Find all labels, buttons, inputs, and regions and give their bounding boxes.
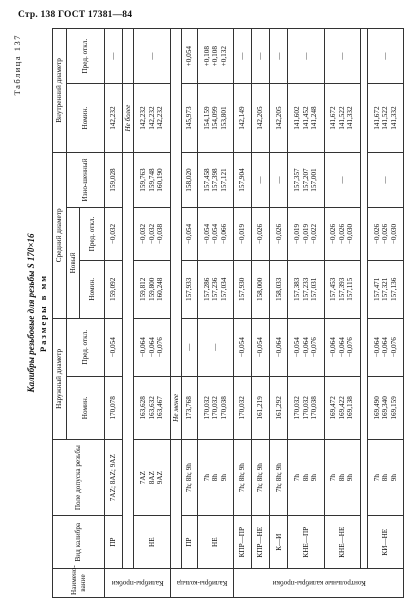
- header-wear: Изно-шенный: [66, 152, 104, 207]
- cell-wear: —: [270, 152, 288, 207]
- cell-inner-nom: 142,232 142,232 142,232: [134, 84, 170, 152]
- cell-outer-nom: 161,219: [252, 376, 270, 439]
- cell-field: 7h 8h 9h: [324, 439, 360, 515]
- cell-field: 7h; 8h; 9h: [182, 439, 198, 515]
- cell-type: КИ—НЕ: [367, 516, 403, 569]
- page-header: Стр. 138 ГОСТ 17381—84: [18, 10, 133, 20]
- cell-outer-dev: −0,064: [270, 318, 288, 376]
- spacer-cell: [170, 439, 181, 568]
- cell-middle-dev: −0,026 −0,026 −0,030: [367, 208, 403, 261]
- header-type: Вид калибра: [53, 516, 105, 569]
- cell-outer-dev: −0,054: [105, 318, 123, 376]
- cell-wear: —: [252, 152, 270, 207]
- cell-inner-nom: 141,602 141,452 141,248: [288, 84, 324, 152]
- limit-note: Не более: [123, 84, 134, 152]
- table-number: Таблица 137: [12, 34, 22, 96]
- cell-middle-nom: 159,092: [105, 260, 123, 318]
- cell-outer-nom: 173,768: [182, 376, 198, 439]
- cell-type: КПР—ПР: [234, 516, 252, 569]
- header-inner-dev: Пред. откл.: [66, 29, 104, 84]
- cell-type: ПР: [182, 516, 198, 569]
- cell-outer-nom: 170,032 170,032 170,038: [197, 376, 233, 439]
- header-middle-dev: Пред. откл.: [80, 208, 105, 261]
- cell-wear: 158,020: [182, 152, 198, 207]
- rotated-table-area: [12, 28, 407, 598]
- header-outer-dev: Пред. откл.: [66, 318, 104, 376]
- units-caption: Размеры в мм: [38, 273, 48, 353]
- cell-wear: 159,028: [105, 152, 123, 207]
- cell-outer-dev: −0,054 −0,064 −0,076: [288, 318, 324, 376]
- cell-inner-nom: 142,232: [105, 84, 123, 152]
- spacer-cell: [123, 29, 134, 84]
- cell-inner-dev: —: [234, 29, 252, 84]
- cell-middle-dev: −0,054: [182, 208, 198, 261]
- cell-field: 7h; 8h; 9h: [234, 439, 252, 515]
- cell-middle-dev: −0,054 −0,054 −0,066: [197, 208, 233, 261]
- cell-middle-dev: −0,019: [234, 208, 252, 261]
- cell-inner-dev: +0,108 +0,108 +0,132: [197, 29, 233, 84]
- cell-outer-dev: −0,054: [252, 318, 270, 376]
- cell-middle-dev: −0,026: [252, 208, 270, 261]
- cell-outer-dev: −0,064 −0,064 −0,076: [324, 318, 360, 376]
- cell-type: КНЕ—ПР: [288, 516, 324, 569]
- cell-type: К—И: [270, 516, 288, 569]
- cell-inner-dev: —: [134, 29, 170, 84]
- spacer-cell: [360, 29, 367, 569]
- cell-outer-dev: −0,064 −0,064 −0,076: [367, 318, 403, 376]
- cell-outer-dev: —: [197, 318, 233, 376]
- header-field: Поле допуска резьбы: [53, 439, 105, 515]
- cell-inner-dev: +0,054: [182, 29, 198, 84]
- cell-inner-nom: 142,205: [252, 84, 270, 152]
- cell-wear: —: [367, 152, 403, 207]
- spacer-cell: [123, 152, 134, 568]
- header-outer: Наружный диаметр: [53, 318, 67, 439]
- cell-middle-nom: 157,930: [234, 260, 252, 318]
- cell-middle-nom: 158,033: [270, 260, 288, 318]
- cell-outer-nom: 163,628 163,632 163,467: [134, 376, 170, 439]
- cell-inner-nom: 145,973: [182, 84, 198, 152]
- cell-inner-dev: —: [105, 29, 123, 84]
- cell-field: 7h 8h 9h: [367, 439, 403, 515]
- cell-outer-nom: 170,078: [105, 376, 123, 439]
- cell-inner-nom: 142,205: [270, 84, 288, 152]
- spacer-cell: [170, 29, 181, 377]
- limit-note: Не менее: [170, 376, 181, 439]
- cell-middle-dev: −0,019 −0,019 −0,022: [288, 208, 324, 261]
- header-inner-nom: Номин.: [66, 84, 104, 152]
- cell-middle-dev: −0,032 −0,032 −0,038: [134, 208, 170, 261]
- header-outer-nom: Номин.: [66, 376, 104, 439]
- cell-field: 7h; 8h; 9h: [252, 439, 270, 515]
- header-group: Наимено-вание: [53, 569, 105, 598]
- cell-field: 7AZ 8AZ 9AZ: [134, 439, 170, 515]
- cell-outer-dev: −0,054: [234, 318, 252, 376]
- cell-type: ПР: [105, 516, 123, 569]
- cell-type: НЕ: [197, 516, 233, 569]
- cell-outer-dev: —: [182, 318, 198, 376]
- cell-middle-dev: −0,026: [270, 208, 288, 261]
- cell-inner-dev: —: [324, 29, 360, 84]
- cell-field: 7h 8h 9h: [197, 439, 233, 515]
- cell-middle-nom: 157,383 157,233 157,031: [288, 260, 324, 318]
- cell-inner-dev: —: [270, 29, 288, 84]
- group-ring: Калибры-кольца: [170, 569, 233, 598]
- cell-inner-dev: —: [252, 29, 270, 84]
- cell-type: КНЕ—НЕ: [324, 516, 360, 569]
- cell-wear: 159,763 159,748 160,190: [134, 152, 170, 207]
- cell-wear: 157,904: [234, 152, 252, 207]
- cell-wear: 157,458 157,398 157,121: [197, 152, 233, 207]
- cell-middle-nom: 157,286 157,236 157,034: [197, 260, 233, 318]
- cell-outer-dev: −0,064 −0,064 −0,076: [134, 318, 170, 376]
- cell-middle-nom: 157,471 157,321 157,136: [367, 260, 403, 318]
- cell-wear: —: [324, 152, 360, 207]
- header-middle: Средний диаметр: [53, 152, 67, 318]
- cell-middle-nom: 158,000: [252, 260, 270, 318]
- cell-middle-dev: −0,032: [105, 208, 123, 261]
- cell-type: КПР—НЕ: [252, 516, 270, 569]
- cell-field: 7h; 8h; 9h: [270, 439, 288, 515]
- cell-field: 7AZ; 8AZ; 9AZ: [105, 439, 123, 515]
- cell-inner-dev: —: [367, 29, 403, 84]
- gauge-table: [52, 28, 404, 598]
- cell-inner-nom: 141,672 141,522 141,332: [324, 84, 360, 152]
- header-new: Новый: [66, 208, 80, 319]
- group-control: Контрольные калибры-пробки: [234, 569, 404, 598]
- cell-outer-nom: 169,472 169,422 169,138: [324, 376, 360, 439]
- cell-outer-nom: 161,292: [270, 376, 288, 439]
- cell-wear: 157,357 157,207 157,001: [288, 152, 324, 207]
- cell-middle-dev: −0,026 −0,026 −0,030: [324, 208, 360, 261]
- header-middle-nom: Номин.: [80, 260, 105, 318]
- cell-outer-nom: 169,490 169,340 169,159: [367, 376, 403, 439]
- cell-inner-nom: 141,672 141,522 141,332: [367, 84, 403, 152]
- cell-middle-nom: 157,933: [182, 260, 198, 318]
- group-plug: Калибры-пробки: [105, 569, 171, 598]
- cell-inner-nom: 142,149: [234, 84, 252, 152]
- cell-field: 7h 8h 9h: [288, 439, 324, 515]
- cell-middle-nom: 159,812 159,800 160,248: [134, 260, 170, 318]
- cell-middle-nom: 157,453 157,393 157,115: [324, 260, 360, 318]
- cell-outer-nom: 170,032: [234, 376, 252, 439]
- header-inner: Внутренний диаметр: [53, 29, 67, 153]
- table-title: Калибры резьбовые для резьбы S 170×16: [26, 233, 36, 393]
- cell-type: НЕ: [134, 516, 170, 569]
- cell-inner-dev: —: [288, 29, 324, 84]
- cell-outer-nom: 170,032 170,032 170,038: [288, 376, 324, 439]
- cell-inner-nom: 154,159 154,099 153,801: [197, 84, 233, 152]
